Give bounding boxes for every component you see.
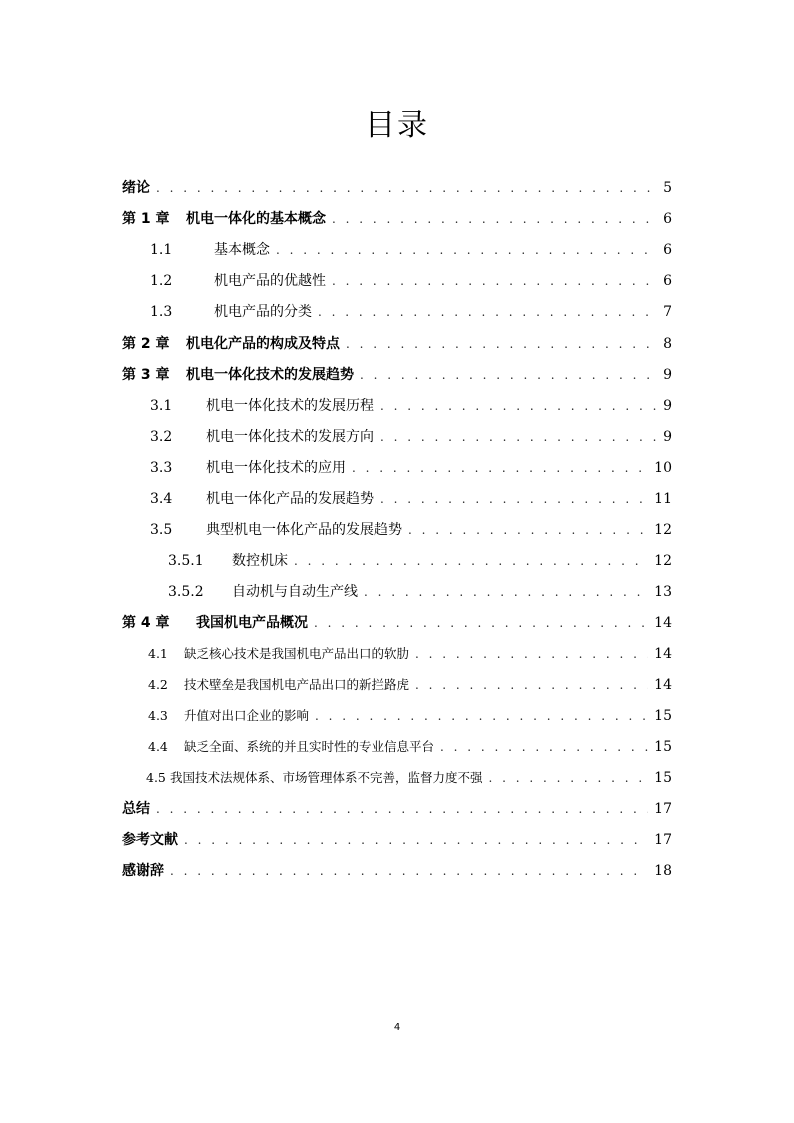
toc-entry-label: 机电一体化技术的应用 xyxy=(206,460,346,476)
toc-entry-label: 典型机电一体化产品的发展趋势 xyxy=(206,522,402,538)
toc-entry-4-5[interactable] xyxy=(122,765,672,791)
dot-leader xyxy=(380,486,648,512)
toc-entry-number: 3.5.2 xyxy=(168,584,204,600)
toc-entry-page: 6 xyxy=(663,273,672,289)
toc-entry-label: 机电一体化技术的发展历程 xyxy=(206,398,374,414)
toc-entry-chapter-1[interactable] xyxy=(122,206,672,232)
dot-leader xyxy=(156,796,648,822)
dot-leader xyxy=(380,393,656,419)
toc-entry-4-3[interactable] xyxy=(122,703,672,729)
toc-entry-3-4[interactable] xyxy=(122,486,672,512)
toc-entry-number: 3.3 xyxy=(150,460,173,476)
toc-entry-label: 我国机电产品概况 xyxy=(196,615,308,631)
toc-entry-page: 5 xyxy=(663,180,672,196)
toc-entry-label: 数控机床 xyxy=(232,553,288,569)
toc-entry-page: 9 xyxy=(663,429,672,445)
toc-entry-label: 我国技术法规体系、市场管理体系不完善，监督力度不强 xyxy=(170,770,483,785)
dot-leader xyxy=(156,175,656,201)
toc-entry-number: 第 4 章 xyxy=(122,615,170,631)
toc-entry-chapter-3[interactable] xyxy=(122,362,672,388)
toc-entry-label: 自动机与自动生产线 xyxy=(232,584,358,600)
dot-leader xyxy=(184,827,648,853)
toc-entry-page: 14 xyxy=(654,615,672,631)
toc-entry-1-1[interactable] xyxy=(122,237,672,263)
toc-entry-label: 缺乏全面、系统的并且实时性的专业信息平台 xyxy=(184,739,435,754)
dot-leader xyxy=(332,268,656,294)
toc-entry-page: 15 xyxy=(654,770,672,786)
dot-leader xyxy=(489,765,649,791)
toc-entry-label: 缺乏核心技术是我国机电产品出口的软肋 xyxy=(184,646,410,661)
toc-entry-label: 基本概念 xyxy=(214,242,270,258)
toc-entry-page: 14 xyxy=(654,677,672,693)
toc-entry-label: 机电一体化的基本概念 xyxy=(186,211,326,227)
dot-leader xyxy=(415,641,648,667)
toc-entry-label: 机电一体化产品的发展趋势 xyxy=(206,491,374,507)
toc-entry-3-2[interactable] xyxy=(122,424,672,450)
toc-entry-page: 11 xyxy=(654,491,672,507)
toc-entry-page: 17 xyxy=(654,832,672,848)
toc-entry-page: 18 xyxy=(654,863,672,879)
toc-entry-page: 9 xyxy=(663,367,672,383)
toc-entry-label: 感谢辞 xyxy=(122,863,164,879)
toc-entry-number: 4.1 xyxy=(148,646,168,661)
toc-entry-number: 第 2 章 xyxy=(122,336,170,352)
toc-entry-3-3[interactable] xyxy=(122,455,672,481)
dot-leader xyxy=(332,206,656,232)
toc-entry-1-2[interactable] xyxy=(122,268,672,294)
toc-entry-page: 13 xyxy=(654,584,672,600)
toc-entry-number: 4.3 xyxy=(148,708,168,723)
toc-entry-label: 绪论 xyxy=(122,180,150,196)
toc-entry-number: 3.2 xyxy=(150,429,173,445)
toc-entry-number: 第 3 章 xyxy=(122,367,170,383)
toc-entry-number: 3.5.1 xyxy=(168,553,204,569)
dot-leader xyxy=(294,548,648,574)
toc-entry-page: 12 xyxy=(654,522,672,538)
dot-leader xyxy=(170,858,648,884)
toc-entry-4-4[interactable] xyxy=(122,734,672,760)
toc-entry-chapter-4[interactable] xyxy=(122,610,672,636)
toc-entry-acknowledgements[interactable] xyxy=(122,858,672,884)
dot-leader xyxy=(318,299,656,325)
toc-entry-page: 12 xyxy=(654,553,672,569)
toc-entry-1-3[interactable] xyxy=(122,299,672,325)
toc-entry-page: 15 xyxy=(654,739,672,755)
toc-entry-label: 参考文献 xyxy=(122,832,178,848)
toc-entry-label: 升值对出口企业的影响 xyxy=(184,708,310,723)
toc-entry-page: 15 xyxy=(654,708,672,724)
dot-leader xyxy=(346,331,656,357)
toc-entry-number: 3.1 xyxy=(150,398,173,414)
toc-entry-4-1[interactable] xyxy=(122,641,672,667)
page-number: 4 xyxy=(393,1022,401,1033)
toc-entry-label: 总结 xyxy=(122,801,150,817)
toc-entry-page: 6 xyxy=(663,242,672,258)
toc-entry-label: 机电产品的分类 xyxy=(214,304,312,320)
toc-entry-3-5[interactable] xyxy=(122,517,672,543)
toc-entry-page: 8 xyxy=(663,336,672,352)
dot-leader xyxy=(314,610,648,636)
toc-entry-label: 机电化产品的构成及特点 xyxy=(186,336,340,352)
dot-leader xyxy=(408,517,648,543)
toc-entry-page: 17 xyxy=(654,801,672,817)
toc-entry-number: 第 1 章 xyxy=(122,211,170,227)
toc-entry-3-5-2[interactable] xyxy=(122,579,672,605)
toc-entry-3-5-1[interactable] xyxy=(122,548,672,574)
toc-entry-page: 7 xyxy=(663,304,672,320)
toc-entry-label: 机电产品的优越性 xyxy=(214,273,326,289)
toc-entry-page: 14 xyxy=(654,646,672,662)
dot-leader xyxy=(360,362,656,388)
dot-leader xyxy=(276,237,656,263)
toc-entry-summary[interactable] xyxy=(122,796,672,822)
toc-entry-number: 1.1 xyxy=(150,242,173,258)
toc-entry-number: 3.4 xyxy=(150,491,173,507)
toc-entry-label: 机电一体化技术的发展方向 xyxy=(206,429,374,445)
page-title: 目录 xyxy=(365,108,429,143)
dot-leader xyxy=(364,579,648,605)
toc-entry-references[interactable] xyxy=(122,827,672,853)
toc-entry-number: 1.3 xyxy=(150,304,173,320)
toc-entry-page: 10 xyxy=(654,460,672,476)
toc-entry-chapter-2[interactable] xyxy=(122,331,672,357)
toc-entry-label: 机电一体化技术的发展趋势 xyxy=(186,367,354,383)
toc-entry-number: 4.5 xyxy=(146,770,166,785)
toc-entry-intro[interactable] xyxy=(122,175,672,201)
toc-entry-label: 技术壁垒是我国机电产品出口的新拦路虎 xyxy=(184,677,410,692)
toc-entry-number: 4.2 xyxy=(148,677,168,692)
toc-entry-number: 1.2 xyxy=(150,273,173,289)
toc-entry-number: 3.5 xyxy=(150,522,173,538)
dot-leader xyxy=(440,734,648,760)
toc-entry-3-1[interactable] xyxy=(122,393,672,419)
toc-entry-page: 9 xyxy=(663,398,672,414)
toc-entry-number: 4.4 xyxy=(148,739,168,754)
dot-leader xyxy=(415,672,648,698)
dot-leader xyxy=(352,455,648,481)
dot-leader xyxy=(315,703,648,729)
toc-entry-page: 6 xyxy=(663,211,672,227)
toc-entry-4-2[interactable] xyxy=(122,672,672,698)
dot-leader xyxy=(380,424,656,450)
